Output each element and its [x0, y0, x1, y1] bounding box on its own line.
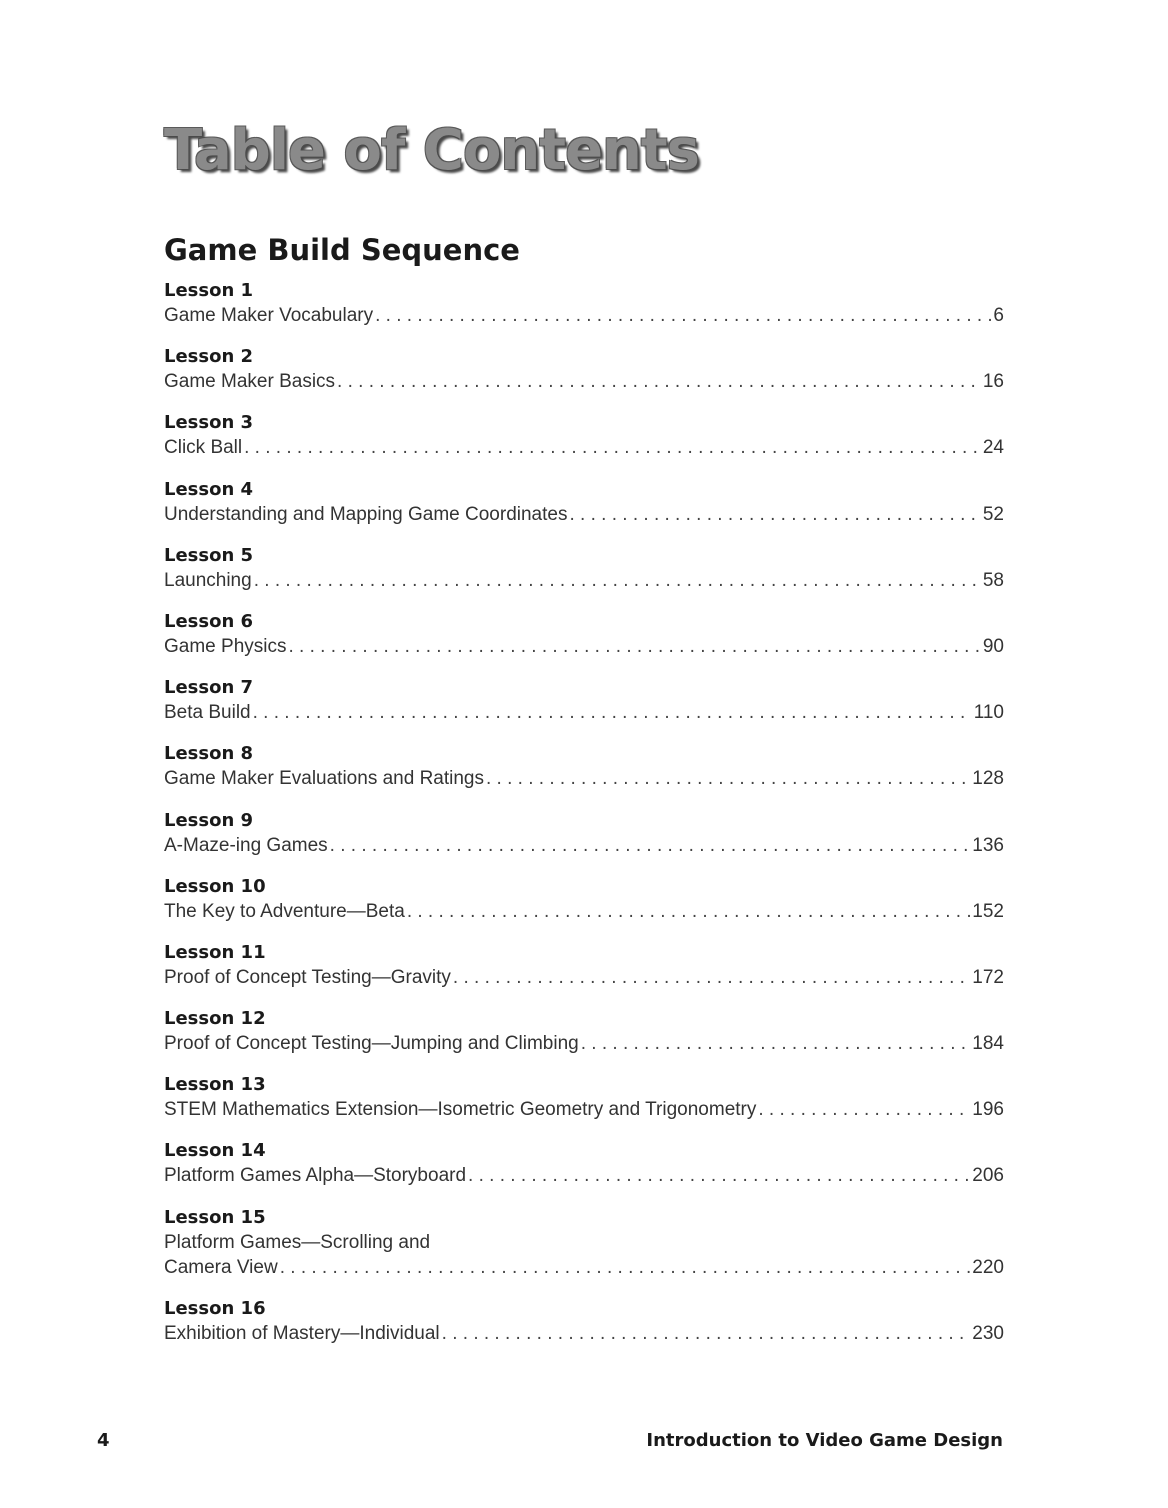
toc-entry-lesson-12[interactable] — [164, 1006, 1004, 1072]
toc-entry-lesson-5[interactable] — [164, 543, 1004, 609]
page-number: 220 — [972, 1256, 1004, 1278]
footer-page-number: 4 — [97, 1430, 110, 1451]
toc-entry-lesson-14[interactable] — [164, 1138, 1004, 1204]
lesson-title: The Key to Adventure—Beta — [164, 900, 405, 922]
lesson-title: Proof of Concept Testing—Jumping and Climbing — [164, 1033, 579, 1055]
lesson-label: Lesson 14 — [164, 1140, 266, 1162]
lesson-label: Lesson 16 — [164, 1297, 266, 1319]
lesson-label: Lesson 5 — [164, 544, 254, 566]
dot-leader — [453, 965, 970, 990]
lesson-title: Platform Games Alpha—Storyboard — [164, 1165, 467, 1187]
toc-line — [164, 833, 1004, 858]
toc-entry-lesson-9[interactable] — [164, 808, 1004, 874]
dot-leader — [442, 1321, 971, 1346]
page-title: Table of Contents — [164, 118, 700, 183]
toc-line — [164, 634, 1004, 659]
page-number: 206 — [972, 1165, 1004, 1187]
page-number: 24 — [982, 437, 1004, 459]
lesson-title: Exhibition of Mastery—Individual — [164, 1322, 440, 1344]
toc-line — [164, 502, 1004, 527]
toc-entry-lesson-15[interactable] — [164, 1205, 1004, 1296]
toc-line — [164, 965, 1004, 990]
toc-entry-lesson-4[interactable] — [164, 477, 1004, 543]
lesson-label: Lesson 9 — [164, 809, 254, 831]
page-number: 230 — [972, 1322, 1004, 1344]
page-number: 172 — [972, 966, 1004, 988]
toc-entry-lesson-7[interactable] — [164, 675, 1004, 741]
toc-line — [164, 1163, 1004, 1188]
page-number: 196 — [972, 1099, 1004, 1121]
dot-leader — [581, 1031, 971, 1056]
toc-entry-lesson-2[interactable] — [164, 344, 1004, 410]
page-number: 6 — [993, 305, 1004, 326]
dot-leader — [337, 369, 981, 394]
lesson-title: Proof of Concept Testing—Gravity — [164, 966, 451, 988]
lesson-label: Lesson 8 — [164, 743, 254, 765]
toc-line — [164, 568, 1004, 593]
page-number: 136 — [972, 834, 1004, 856]
lesson-title: Understanding and Mapping Game Coordinates — [164, 503, 568, 525]
toc-line — [164, 303, 1004, 328]
toc-line — [164, 700, 1004, 725]
lesson-title: Game Physics — [164, 635, 287, 657]
lesson-title: A-Maze-ing Games — [164, 834, 328, 856]
dot-leader — [468, 1163, 970, 1188]
lesson-title: Game Maker Vocabulary — [164, 305, 374, 326]
dot-leader — [375, 303, 991, 328]
toc-line — [164, 1097, 1004, 1122]
toc-line — [164, 1255, 1004, 1280]
lesson-label: Lesson 13 — [164, 1074, 266, 1096]
lesson-title: Camera View — [164, 1256, 278, 1278]
dot-leader — [254, 568, 981, 593]
toc-entry-lesson-6[interactable] — [164, 609, 1004, 675]
lesson-label: Lesson 7 — [164, 677, 254, 699]
toc-line — [164, 1321, 1004, 1346]
page-number: 152 — [972, 900, 1004, 922]
toc-entry-lesson-10[interactable] — [164, 874, 1004, 940]
section-title: Game Build Sequence — [164, 233, 520, 267]
toc-entry-lesson-13[interactable] — [164, 1072, 1004, 1138]
toc-line — [164, 435, 1004, 460]
lesson-label: Lesson 10 — [164, 875, 266, 897]
dot-leader — [569, 502, 980, 527]
page-number: 90 — [982, 635, 1004, 657]
page-number: 58 — [982, 569, 1004, 591]
lesson-title: Game Maker Evaluations and Ratings — [164, 768, 484, 790]
dot-leader — [244, 435, 981, 460]
page-number: 16 — [982, 371, 1004, 393]
dot-leader — [758, 1097, 970, 1122]
lesson-title: Game Maker Basics — [164, 371, 336, 393]
dot-leader — [280, 1255, 971, 1280]
page-number: 52 — [982, 503, 1004, 525]
lesson-label: Lesson 11 — [164, 941, 266, 963]
lesson-label: Lesson 1 — [164, 280, 254, 301]
toc-entry-lesson-16[interactable] — [164, 1296, 1004, 1362]
toc-line — [164, 1031, 1004, 1056]
toc-line — [164, 899, 1004, 924]
footer-book-title: Introduction to Video Game Design — [646, 1430, 1003, 1451]
dot-leader — [330, 833, 971, 858]
lesson-label: Lesson 6 — [164, 610, 254, 632]
lesson-label: Lesson 15 — [164, 1206, 266, 1228]
toc-line — [164, 369, 1004, 394]
lesson-title-line-1: Platform Games—Scrolling and — [164, 1231, 431, 1253]
toc-entry-lesson-3[interactable] — [164, 410, 1004, 476]
dot-leader — [288, 634, 980, 659]
lesson-title: Beta Build — [164, 702, 251, 724]
dot-leader — [486, 766, 970, 791]
lesson-label: Lesson 2 — [164, 346, 254, 368]
lesson-title: Launching — [164, 569, 252, 591]
page-number: 184 — [972, 1033, 1004, 1055]
toc-entry-lesson-8[interactable] — [164, 741, 1004, 807]
lesson-title: STEM Mathematics Extension—Isometric Geometry and Trigonometry — [164, 1099, 757, 1121]
lesson-label: Lesson 4 — [164, 478, 254, 500]
page-number: 128 — [972, 768, 1004, 790]
lesson-label: Lesson 3 — [164, 412, 254, 434]
dot-leader — [407, 899, 970, 924]
toc-line — [164, 766, 1004, 791]
page-number: 110 — [973, 702, 1004, 724]
lesson-label: Lesson 12 — [164, 1008, 266, 1030]
lesson-title: Click Ball — [164, 437, 243, 459]
dot-leader — [253, 700, 972, 725]
toc-entry-lesson-1[interactable] — [164, 278, 1004, 344]
table-of-contents — [164, 278, 1004, 1362]
toc-entry-lesson-11[interactable] — [164, 940, 1004, 1006]
